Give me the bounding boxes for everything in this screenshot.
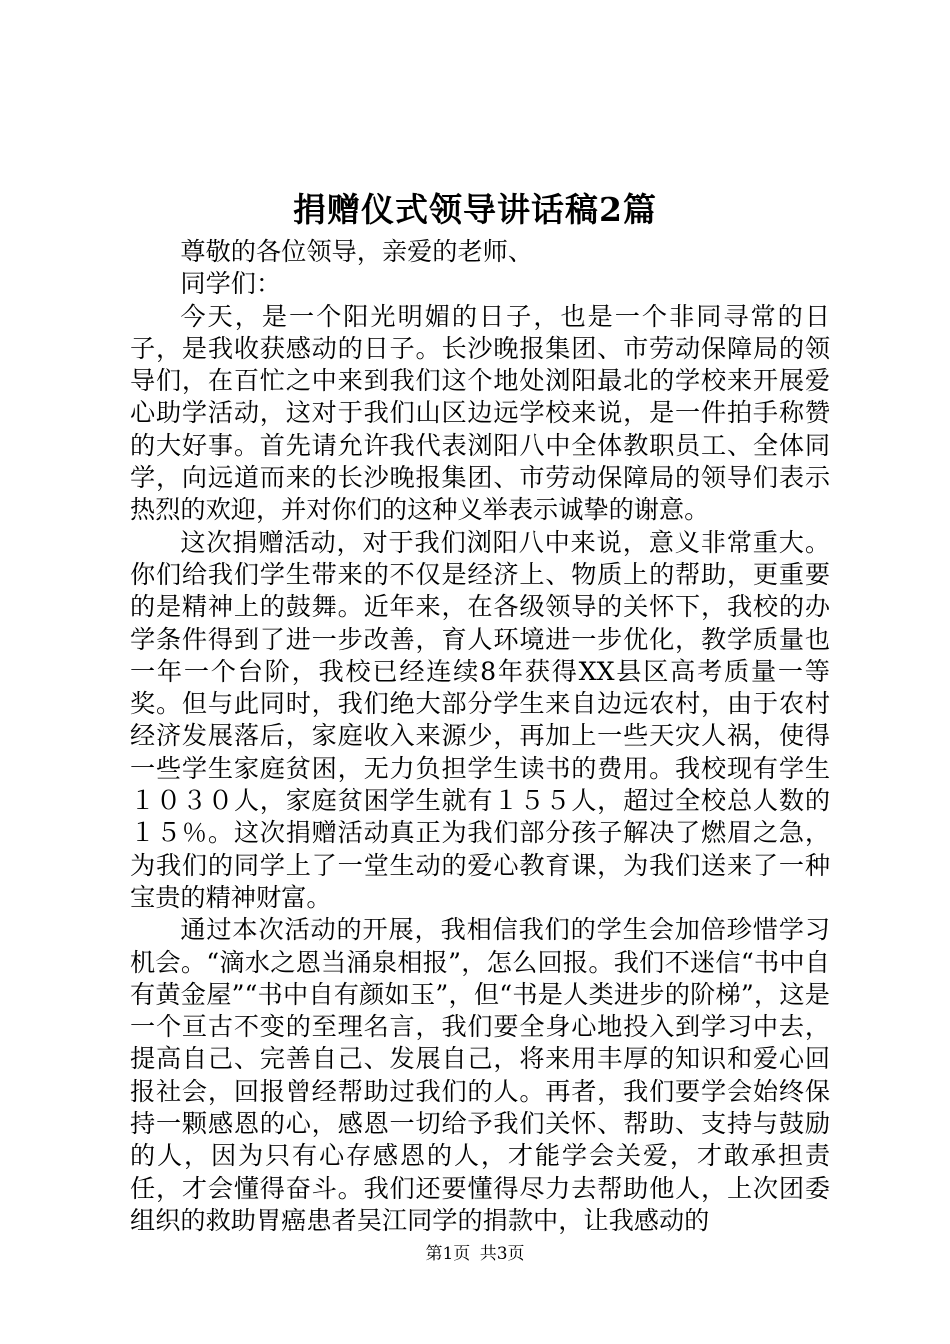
page-number-footer: 第1页 共3页 bbox=[425, 1244, 525, 1264]
document-body bbox=[130, 236, 830, 1237]
body-paragraph-1: 今天，是一个阳光明媚的日子，也是一个非同寻常的日子，是我收获感动的日子。长沙晚报集团、市劳动保障局的领导们，在百忙之中来到我们这个地处浏阳最北的学校来开展爱心助学活动，这对于我们山区边远学校来说，是一件拍手称赞的大好事。首先请允许我代表浏阳八中全体教职员工、全体同学，向远道而来的长沙晚报集团、市劳动保障局的领导们表示热烈的欢迎，并对你们的这种义举表示诚挚的谢意。 bbox=[130, 301, 830, 525]
document-title: 捐赠仪式领导讲话稿2篇 bbox=[293, 190, 657, 229]
salutation-line-2: 同学们： bbox=[180, 269, 282, 299]
salutation-line-1: 尊敬的各位领导，亲爱的老师、 bbox=[180, 237, 534, 266]
body-paragraph-2: 这次捐赠活动，对于我们浏阳八中来说，意义非常重大。你们给我们学生带来的不仅是经济上、物质上的帮助，更重要的是精神上的鼓舞。近年来，在各级领导的关怀下，我校的办学条件得到了进一步改善，育人环境进一步优化，教学质量也一年一个台阶，我校已经连续8年获得XX县区高考质量一等奖。但与此同时，我们绝大部分学生来自边远农村，由于农村经济发展落后，家庭收入来源少，再加上一些天灾人祸，使得一些学生家庭贫困，无力负担学生读书的费用。我校现有学生１０３０人，家庭贫困学生就有１５５人，超过全校总人数的１５％。这次捐赠活动真正为我们部分孩子解决了燃眉之急，为我们的同学上了一堂生动的爱心教育课，为我们送来了一种宝贵的精神财富。 bbox=[130, 527, 830, 912]
body-paragraph-3: 通过本次活动的开展，我相信我们的学生会加倍珍惜学习机会。“滴水之恩当涌泉相报”，怎么回报。我们不迷信“书中自有黄金屋”“书中自有颜如玉”，但“书是人类进步的阶梯”，这是一个亘古不变的至理名言，我们要全身心地投入到学习中去，提高自己、完善自己、发展自己，将来用丰厚的知识和爱心回报社会，回报曾经帮助过我们的人。再者，我们要学会始终保持一颗感恩的心，感恩一切给予我们关怀、帮助、支持与鼓励的人，因为只有心存感恩的人，才能学会关爱，才敢承担责任，才会懂得奋斗。我们还要懂得尽力去帮助他人，上次团委组织的救助胃癌患者吴江同学的捐款中，让我感动的 bbox=[130, 915, 830, 1235]
